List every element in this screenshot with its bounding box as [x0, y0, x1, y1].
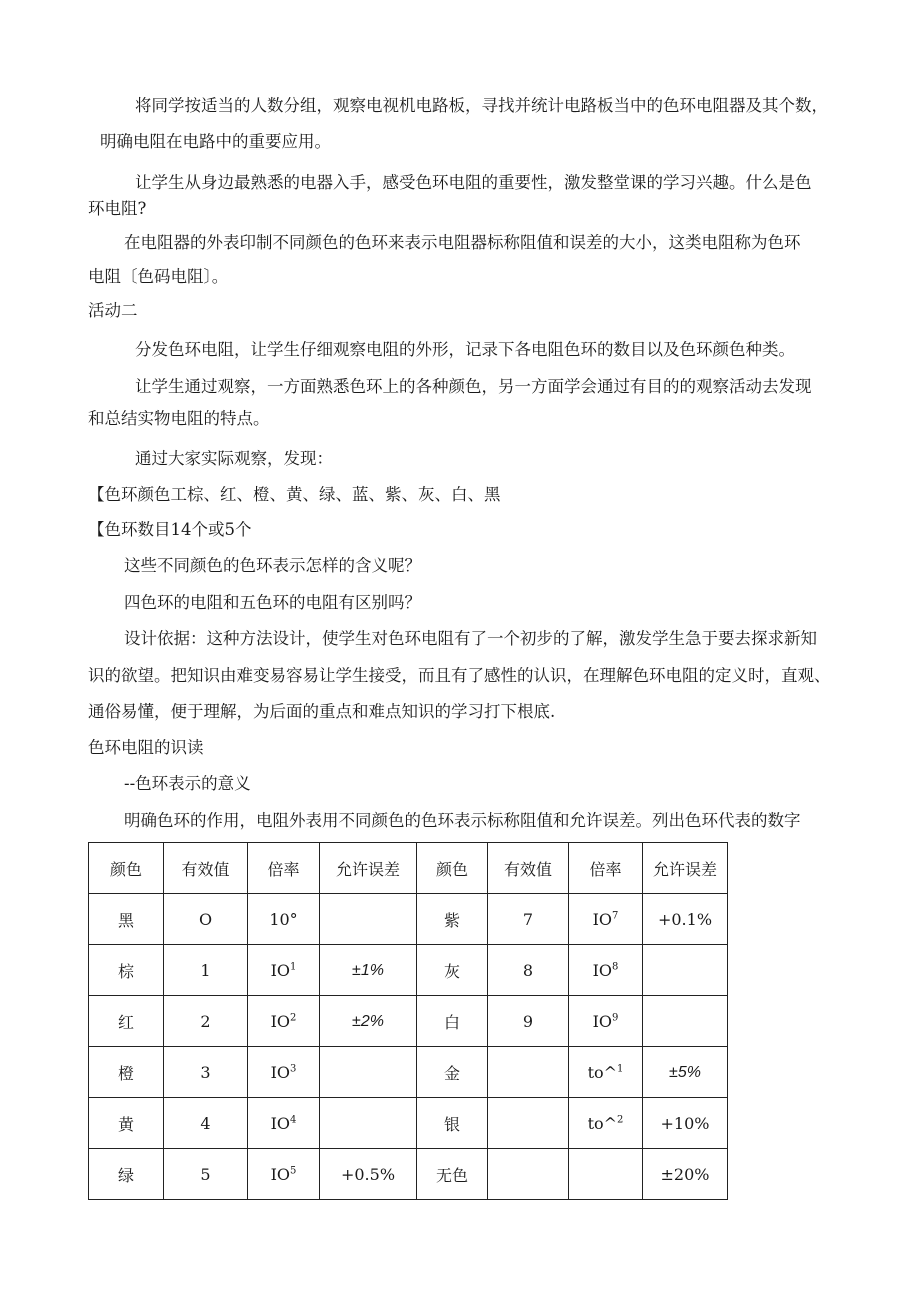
cell-text: IO [270, 1062, 291, 1082]
table-header-cell: 允许误差 [643, 843, 728, 894]
table-header-cell: 有效值 [164, 843, 248, 894]
table-cell [320, 945, 417, 996]
bracket-line: 【色环颜色工棕、红、橙、黄、绿、蓝、紫、灰、白、黑 [88, 485, 501, 504]
cell-text: 5 [200, 1164, 211, 1184]
paragraph-line: 在电阻器的外表印制不同颜色的色环来表示电阻器标称阻值和误差的大小，这类电阻称为色环 [124, 233, 801, 252]
table-cell [89, 996, 164, 1047]
table-cell [248, 945, 320, 996]
table-header-cell: 颜色 [89, 843, 164, 894]
table-cell [417, 945, 488, 996]
table-cell [643, 1098, 728, 1149]
table-cell [89, 945, 164, 996]
cell-text: IO [592, 960, 613, 980]
paragraph-line: 环电阻? [88, 199, 147, 218]
cell-text: 银 [443, 1114, 460, 1134]
table-row [89, 945, 728, 996]
cell-text: IO [270, 1113, 291, 1133]
paragraph-line: 四色环的电阻和五色环的电阻有区别吗？ [124, 593, 421, 612]
paragraph-line: 明确色环的作用，电阻外表用不同颜色的色环表示标称阻值和允许误差。列出色环代表的数字 [124, 811, 801, 830]
cell-text: IO [270, 960, 291, 980]
table-cell [643, 1047, 728, 1098]
cell-text: 橙 [117, 1063, 134, 1083]
table-cell [89, 1149, 164, 1200]
table-cell [569, 996, 643, 1047]
table-cell [248, 894, 320, 945]
table-cell [320, 1149, 417, 1200]
paragraph-line: 明确电阻在电路中的重要应用。 [100, 132, 331, 151]
cell-text: 3 [200, 1062, 211, 1082]
table-header-cell: 有效值 [488, 843, 569, 894]
table-cell [320, 1098, 417, 1149]
cell-text: 绿 [117, 1165, 134, 1185]
section-heading: 色环电阻的识读 [88, 738, 204, 757]
table-cell [248, 1098, 320, 1149]
paragraph-line: 设计依据：这种方法设计，使学生对色环电阻有了一个初步的了解，激发学生急于要去探求新知 [124, 629, 817, 648]
cell-exponent: 2 [290, 1012, 297, 1024]
table-cell [417, 1047, 488, 1098]
section-heading: 活动二 [88, 301, 138, 320]
paragraph-line: 分发色环电阻，让学生仔细观察电阻的外形，记录下各电阻色环的数目以及色环颜色种类。 [135, 340, 795, 359]
table-cell [164, 945, 248, 996]
cell-text: +0.1% [657, 909, 713, 929]
table-cell [248, 1149, 320, 1200]
table-cell [417, 894, 488, 945]
table-cell [569, 1047, 643, 1098]
cell-text: 10° [269, 909, 298, 929]
cell-text: +0.5% [340, 1164, 396, 1184]
table-cell [164, 1098, 248, 1149]
cell-exponent: 7 [612, 910, 619, 922]
table-cell [417, 996, 488, 1047]
cell-exponent: 8 [612, 961, 619, 973]
cell-exponent: 9 [612, 1012, 619, 1024]
cell-text: IO [270, 1011, 291, 1031]
paragraph-line: 这些不同颜色的色环表示怎样的含义呢？ [124, 556, 421, 575]
cell-text: 灰 [443, 961, 460, 981]
cell-exponent: 2 [617, 1114, 624, 1126]
cell-exponent: 1 [617, 1063, 624, 1075]
table-header-cell: 倍率 [248, 843, 320, 894]
table-cell [164, 1149, 248, 1200]
table-header-cell: 倍率 [569, 843, 643, 894]
cell-text: 1 [200, 960, 211, 980]
cell-text: ±1% [352, 962, 384, 979]
cell-text: ±5% [669, 1064, 701, 1081]
table-cell [569, 945, 643, 996]
table-cell [320, 996, 417, 1047]
paragraph-line: 将同学按适当的人数分组，观察电视机电路板，寻找并统计电路板当中的色环电阻器及其个数， [135, 96, 828, 115]
table-cell [488, 945, 569, 996]
cell-text: 7 [522, 909, 534, 929]
paragraph-line: 让学生从身边最熟悉的电器入手，感受色环电阻的重要性，激发整堂课的学习兴趣。什么是色 [135, 173, 812, 192]
table-header-row [89, 843, 728, 894]
table-cell [488, 894, 569, 945]
table-cell [89, 1098, 164, 1149]
cell-text: 无色 [435, 1165, 468, 1185]
table-cell [488, 1098, 569, 1149]
table-header-cell: 颜色 [417, 843, 488, 894]
table-row [89, 1047, 728, 1098]
cell-text: 9 [522, 1011, 534, 1031]
cell-text: 金 [443, 1063, 460, 1083]
cell-text: to^ [587, 1113, 618, 1133]
table-cell [488, 1047, 569, 1098]
paragraph-line: 让学生通过观察，一方面熟悉色环上的各种颜色，另一方面学会通过有目的的观察活动去发现 [135, 377, 812, 396]
cell-text: 8 [522, 960, 534, 980]
paragraph-line: 电阻〔色码电阻〕。 [88, 267, 229, 286]
cell-text: 红 [117, 1012, 134, 1032]
cell-text: +10% [660, 1113, 710, 1133]
table-cell [643, 945, 728, 996]
table-cell [643, 1149, 728, 1200]
table-cell [248, 996, 320, 1047]
cell-exponent: 4 [290, 1114, 297, 1126]
cell-text: 4 [200, 1113, 211, 1133]
table-cell [417, 1149, 488, 1200]
cell-text: to^ [587, 1062, 618, 1082]
table-cell [569, 1098, 643, 1149]
table-cell [89, 1047, 164, 1098]
paragraph-line: 识的欲望。把知识由难变易容易让学生接受，而且有了感性的认识，在理解色环电阻的定义时，直观、 [88, 666, 831, 685]
color-code-table [88, 842, 728, 1200]
table-cell [164, 1047, 248, 1098]
cell-text: ±2% [352, 1013, 384, 1030]
table-cell [569, 1149, 643, 1200]
table-cell [569, 894, 643, 945]
table-cell [248, 1047, 320, 1098]
table-cell [164, 996, 248, 1047]
cell-text: 紫 [443, 910, 460, 930]
paragraph-line: 和总结实物电阻的特点。 [88, 409, 270, 428]
table-row [89, 894, 728, 945]
cell-exponent: 1 [290, 961, 297, 973]
cell-text: IO [592, 909, 613, 929]
cell-text: IO [270, 1164, 291, 1184]
table-header-cell: 允许误差 [320, 843, 417, 894]
table-cell [488, 1149, 569, 1200]
table-cell [488, 996, 569, 1047]
cell-text: 黄 [117, 1114, 134, 1134]
cell-text: 2 [200, 1011, 211, 1031]
table-cell [643, 894, 728, 945]
table-row [89, 1098, 728, 1149]
cell-text: 黑 [117, 910, 134, 930]
color-code-table-wrapper [88, 842, 728, 1200]
table-cell [320, 1047, 417, 1098]
subsection-heading: --色环表示的意义 [124, 774, 251, 793]
cell-text: O [198, 909, 213, 929]
table-cell [320, 894, 417, 945]
paragraph-line: 通过大家实际观察，发现： [135, 449, 333, 468]
cell-exponent: 5 [290, 1165, 297, 1177]
cell-exponent: 3 [290, 1063, 297, 1075]
cell-text: 白 [443, 1012, 460, 1032]
table-cell [164, 894, 248, 945]
cell-text: 棕 [117, 961, 134, 981]
paragraph-line: 通俗易懂，便于理解，为后面的重点和难点知识的学习打下根底. [88, 702, 556, 721]
cell-text: IO [592, 1011, 613, 1031]
cell-text: ±20% [660, 1164, 710, 1184]
bracket-line: 【色环数目14个或5个 [88, 520, 252, 539]
table-cell [89, 894, 164, 945]
table-cell [643, 996, 728, 1047]
table-row [89, 996, 728, 1047]
table-cell [417, 1098, 488, 1149]
table-row [89, 1149, 728, 1200]
